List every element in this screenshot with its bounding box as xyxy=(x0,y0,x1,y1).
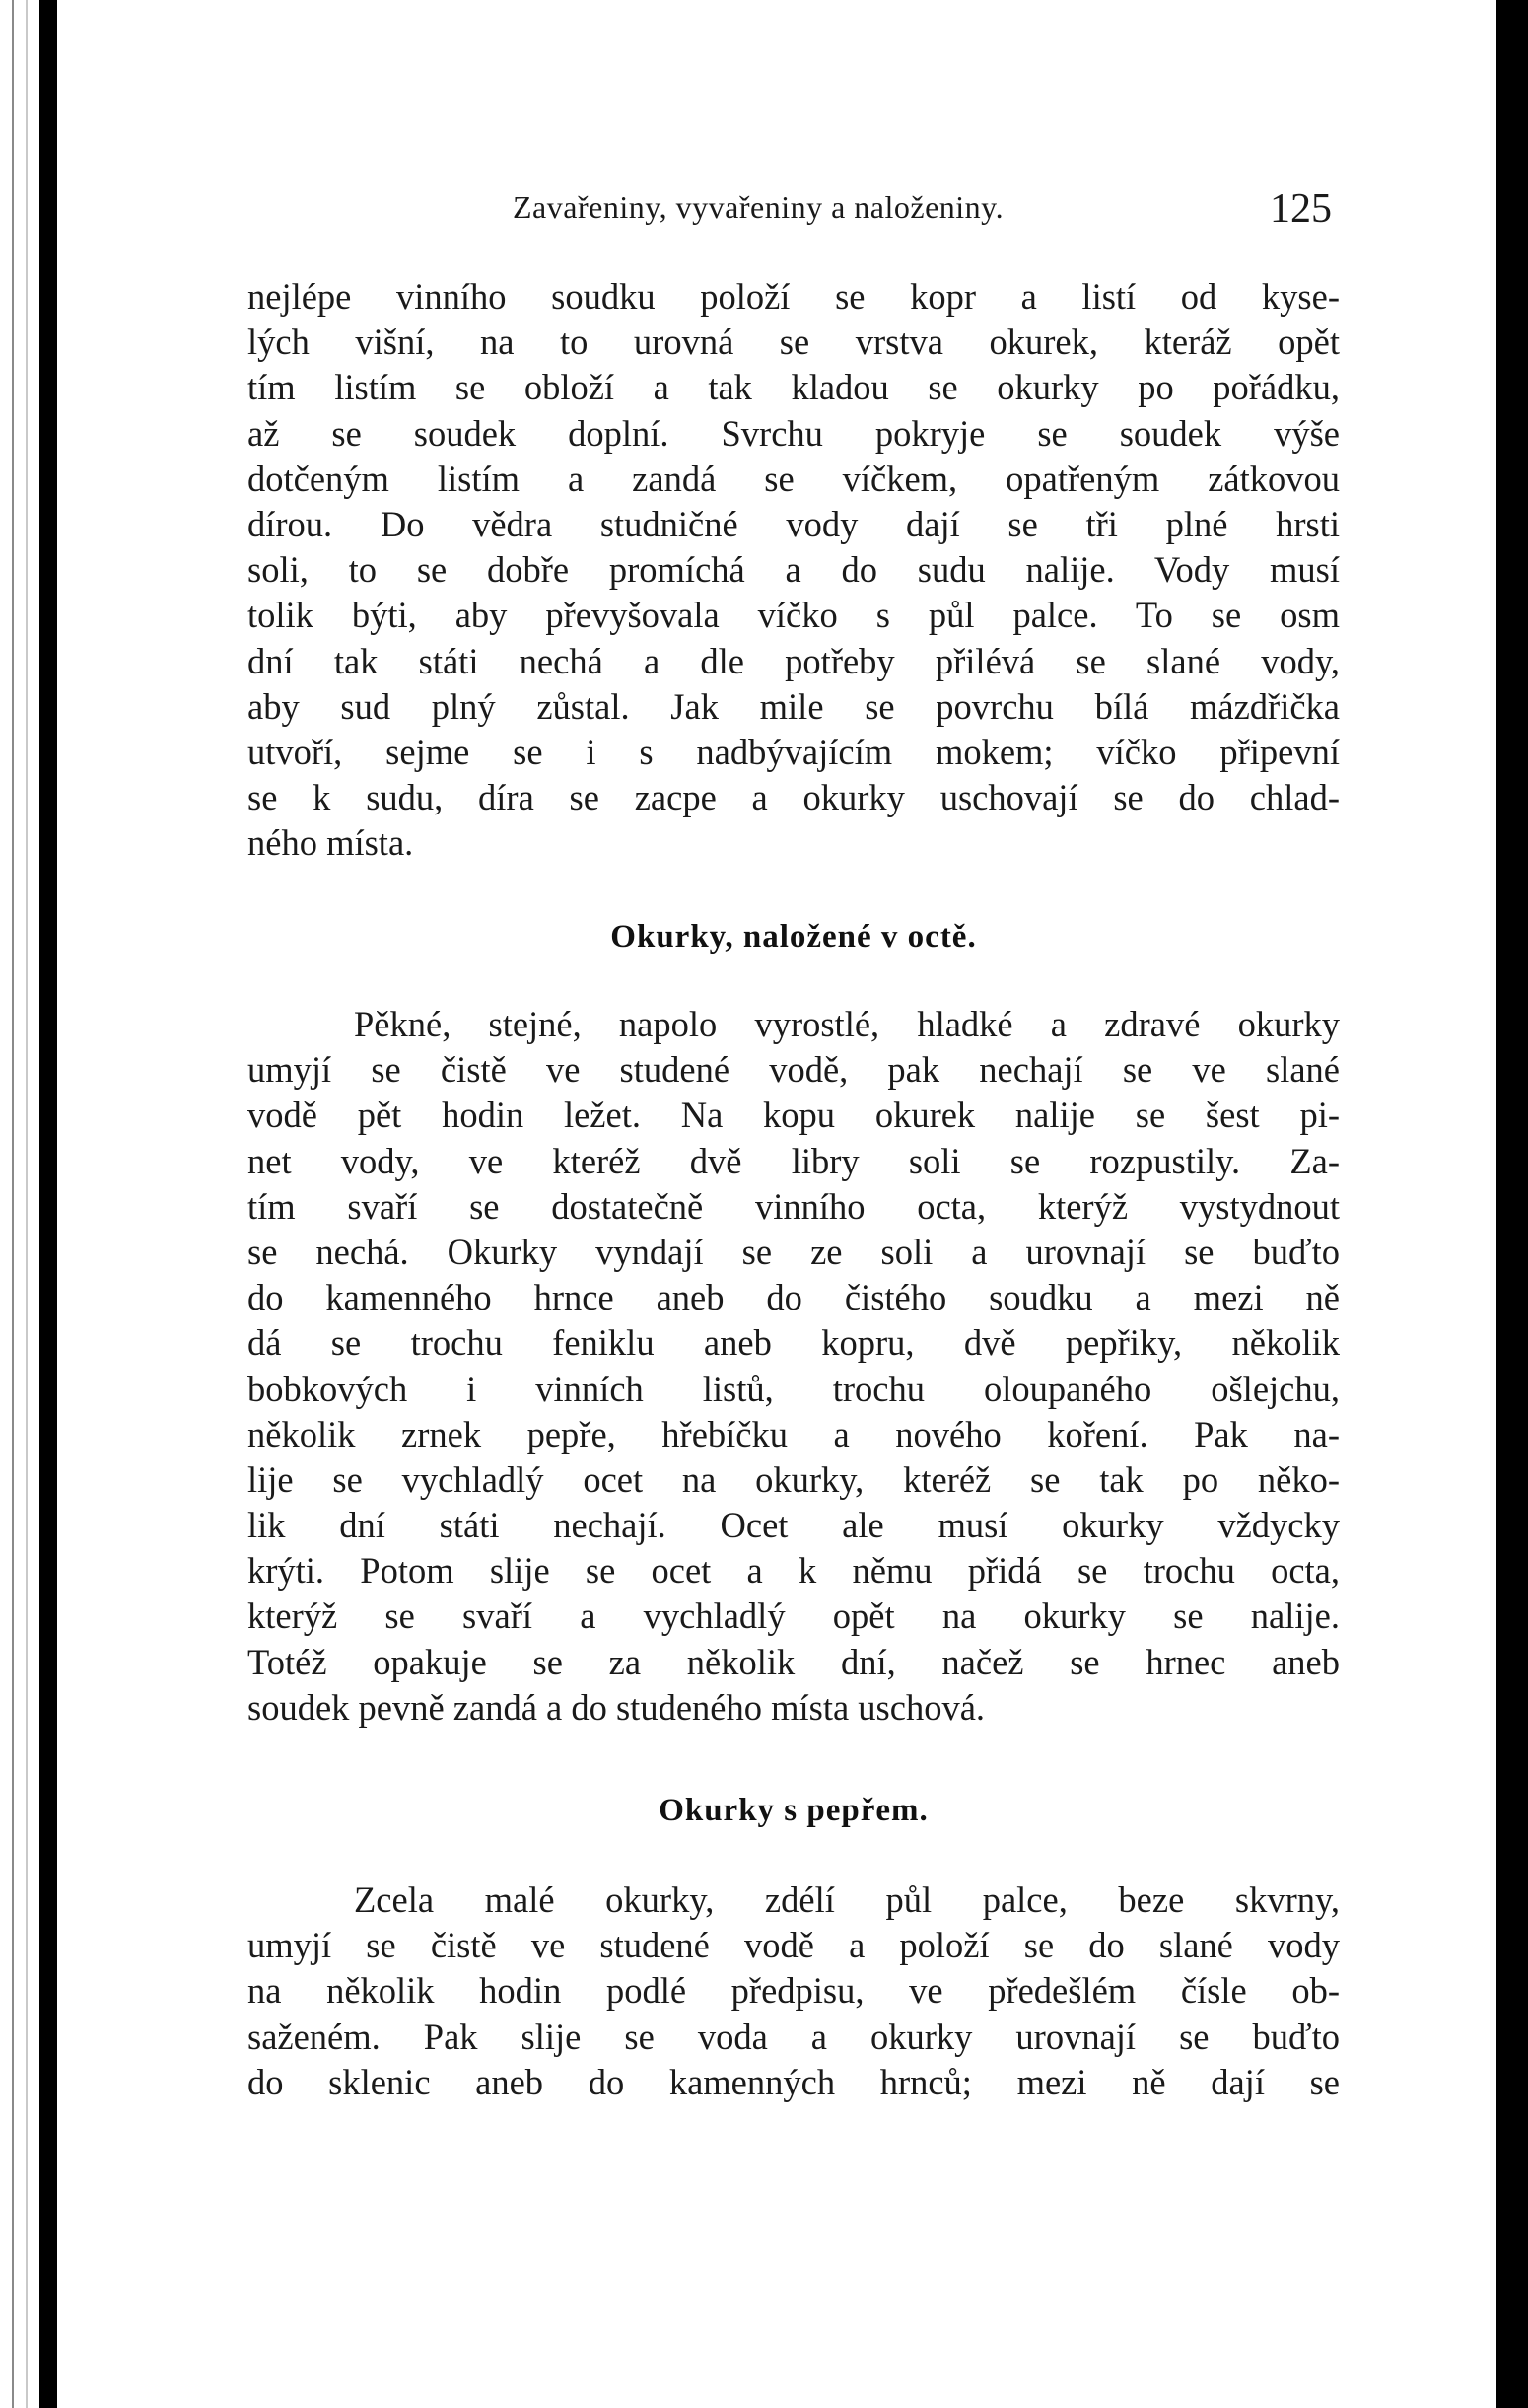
text-line: lých višní, na to urovná se vrstva okurek, kteráž opět xyxy=(247,321,1340,363)
page-number: 125 xyxy=(1270,186,1332,232)
page-header xyxy=(57,186,1496,239)
text-line: krýti. Potom slije se ocet a k němu přidá se trochu octa, xyxy=(247,1550,1340,1592)
text-line: soudek pevně zandá a do studeného místa uschová. xyxy=(247,1686,986,1728)
text-line: umyjí se čistě ve studené vodě, pak nechají se ve slané xyxy=(247,1049,1340,1091)
text-line: saženém. Pak slije se voda a okurky urovnají se buďto xyxy=(247,2016,1340,2057)
text-line: umyjí se čistě ve studené vodě a položí se do slané vody xyxy=(247,1925,1340,1966)
section-heading: Okurky, naložené v octě. xyxy=(610,919,977,955)
section-heading: Okurky s pepřem. xyxy=(659,1793,929,1828)
text-line: až se soudek doplní. Svrchu pokryje se soudek výše xyxy=(247,412,1340,454)
text-line: aby sud plný zůstal. Jak mile se povrchu bílá mázdřička xyxy=(247,685,1340,727)
binding-line xyxy=(12,0,14,2408)
text-line: nejlépe vinního soudku položí se kopr a listí od kyse- xyxy=(247,276,1340,317)
binding-line xyxy=(26,0,28,2408)
text-line: do kamenného hrnce aneb do čistého soudku a mezi ně xyxy=(247,1277,1340,1318)
text-line: Pěkné, stejné, napolo vyrostlé, hladké a zdravé okurky xyxy=(354,1004,1340,1044)
book-page xyxy=(57,0,1496,2408)
section-paragraph xyxy=(247,1877,1340,2105)
text-line: tolik býti, aby převyšovala víčko s půl palce. To se osm xyxy=(247,595,1340,636)
text-line: Zcela malé okurky, zdélí půl palce, beze skvrny, xyxy=(354,1879,1340,1920)
text-line: vodě pět hodin ležet. Na kopu okurek nalije se šest pi- xyxy=(247,1095,1340,1136)
text-line: ného místa. xyxy=(247,822,414,864)
text-line: několik zrnek pepře, hřebíčku a nového koření. Pak na- xyxy=(247,1413,1340,1454)
text-line: dá se trochu feniklu aneb kopru, dvě pepřiky, několik xyxy=(247,1322,1340,1364)
text-line: dírou. Do vědra studničné vody dají se tři plné hrsti xyxy=(247,503,1340,544)
text-line: na několik hodin podlé předpisu, ve předešlém čísle ob- xyxy=(247,1970,1340,2012)
text-line: lije se vychladlý ocet na okurky, kteréž se tak po něko- xyxy=(247,1458,1340,1500)
section-paragraph xyxy=(247,1002,1340,1731)
text-line: Totéž opakuje se za několik dní, načež se hrnec aneb xyxy=(247,1641,1340,1682)
text-line: se k sudu, díra se zacpe a okurky uschovají se do chlad- xyxy=(247,777,1340,818)
paragraph-continuation xyxy=(247,274,1340,866)
text-line: dní tak státi nechá a dle potřeby přilévá se slané vody, xyxy=(247,640,1340,681)
text-line: kterýž se svaří a vychladlý opět na okurky se nalije. xyxy=(247,1595,1340,1637)
text-line: dotčeným listím a zandá se víčkem, opatřeným zátkovou xyxy=(247,458,1340,499)
text-line: lik dní státi nechají. Ocet ale musí okurky vždycky xyxy=(247,1505,1340,1546)
text-line: net vody, ve kteréž dvě libry soli se rozpustily. Za- xyxy=(247,1140,1340,1181)
text-line: do sklenic aneb do kamenných hrnců; mezi ně dají se xyxy=(247,2061,1340,2102)
text-line: soli, to se dobře promíchá a do sudu nalije. Vody musí xyxy=(247,549,1340,591)
text-line: tím svaří se dostatečně vinního octa, kterýž vystydnout xyxy=(247,1185,1340,1227)
text-line: se nechá. Okurky vyndají se ze soli a urovnají se buďto xyxy=(247,1231,1340,1272)
text-line: tím listím se obloží a tak kladou se okurky po pořádku, xyxy=(247,367,1340,408)
text-line: bobkových i vinních listů, trochu oloupaného ošlejchu, xyxy=(247,1368,1340,1409)
binding-edge xyxy=(0,0,39,2408)
text-line: utvoří, sejme se i s nadbývajícím mokem; víčko připevní xyxy=(247,731,1340,772)
running-title: Zavařeniny, vyvařeniny a naloženiny. xyxy=(513,189,1005,225)
